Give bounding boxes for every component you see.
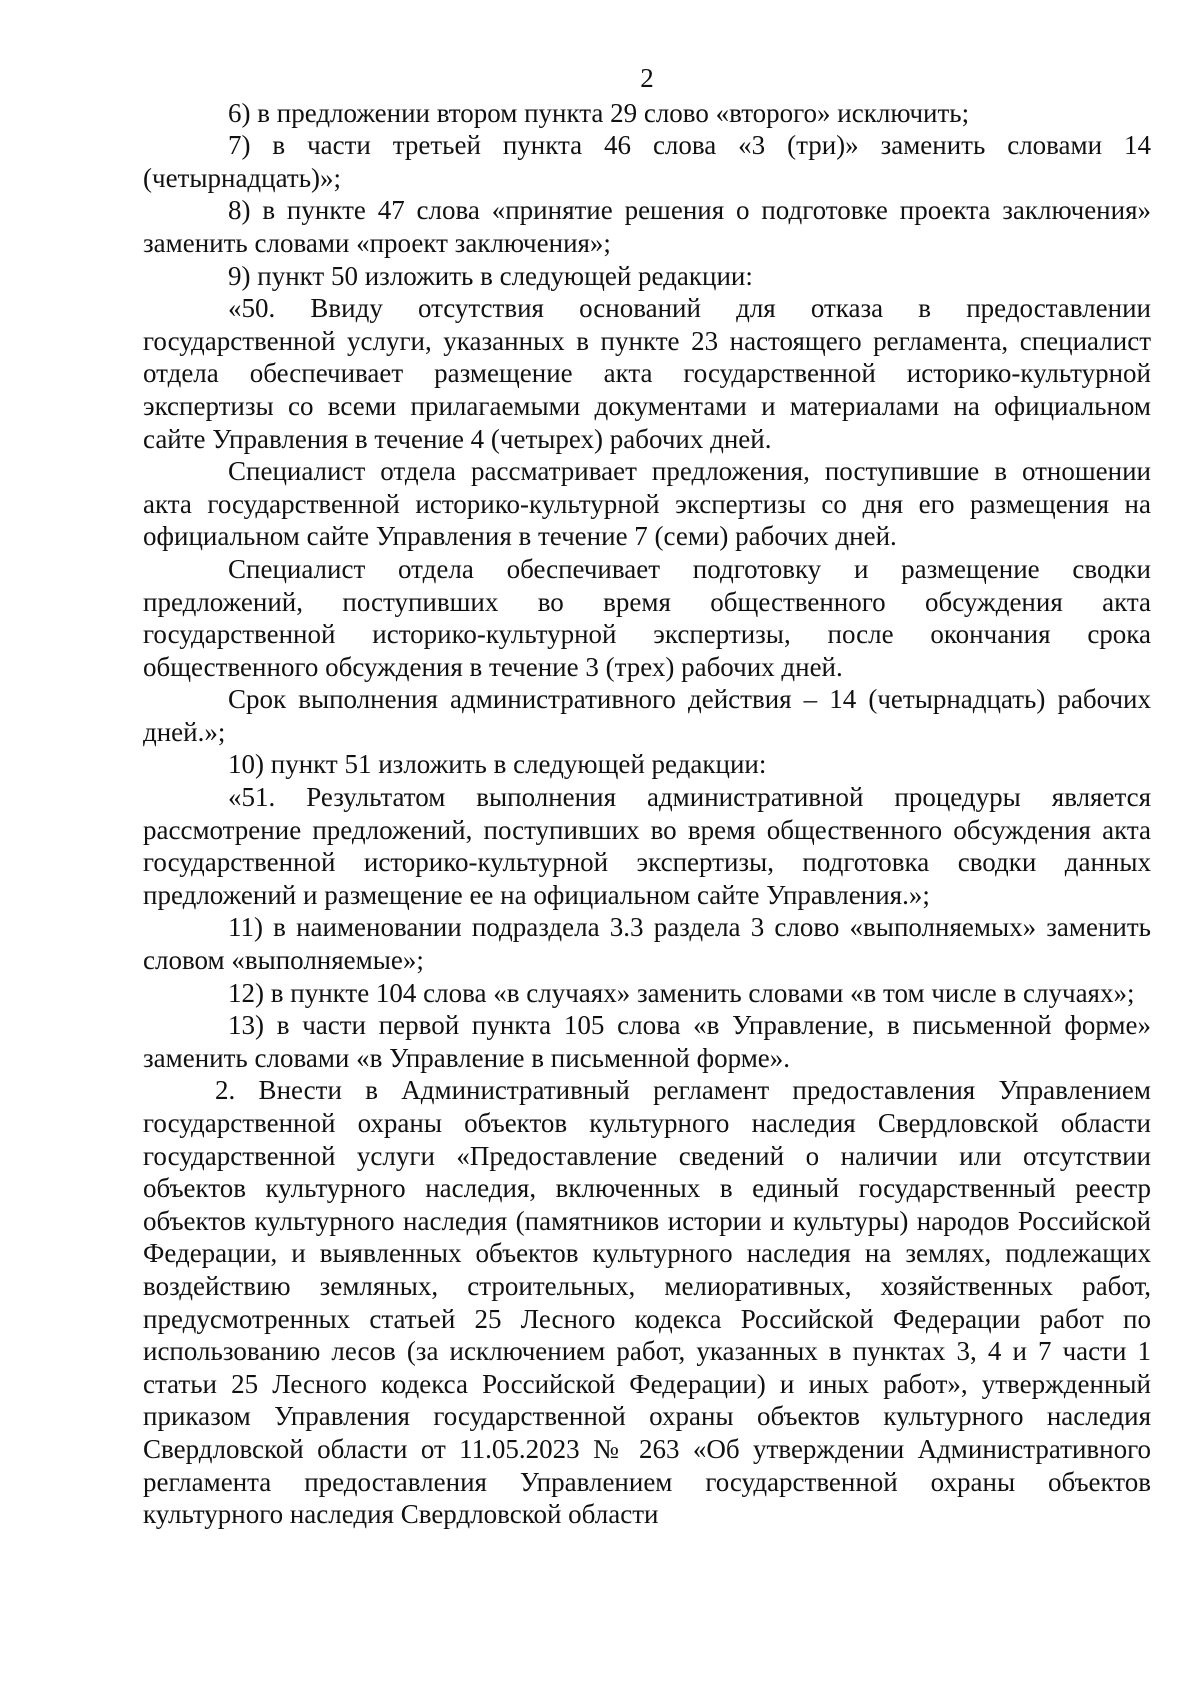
paragraph-point-50-summary: Специалист отдела обеспечивает подготовку и размещение сводки предложений, поступивших во время общественного обсуждения акта государственной историко-культурной экспертизы, после окончания срока общественного обсуждения в течение 3 (трех) рабочих дней.: [143, 553, 1151, 682]
paragraph-item-11: 11) в наименовании подраздела 3.3 раздела 3 слово «выполняемых» заменить словом «выполняемые»;: [143, 912, 1151, 976]
paragraph-item-13: 13) в части первой пункта 105 слова «в Управление, в письменной форме» заменить словами «в Управление в письменной форме».: [143, 1010, 1151, 1073]
paragraph-point-50-deadline: Срок выполнения административного действия – 14 (четырнадцать) рабочих дней.»;: [143, 684, 1151, 747]
paragraph-item-6: 6) в предложении втором пункта 29 слово «второго» исключить;: [228, 97, 970, 128]
page-number: 2: [640, 63, 654, 93]
paragraph-item-9: 9) пункт 50 изложить в следующей редакции:: [228, 260, 753, 291]
paragraph-item-12: 12) в пункте 104 слова «в случаях» заменить словами «в том числе в случаях»;: [228, 977, 1135, 1008]
paragraph-point-50-review: Специалист отдела рассматривает предложения, поступившие в отношении акта государственной историко-культурной экспертизы со дня его размещения на официальном сайте Управления в течение 7 (семи) рабочих дней.: [143, 456, 1151, 552]
document-page: [143, 62, 1151, 1531]
paragraph-item-8: 8) в пункте 47 слова «принятие решения о подготовке проекта заключения» заменить словами «проект заключения»;: [143, 195, 1151, 258]
paragraph-section-2: 2. Внести в Административный регламент предоставления Управлением государственной охраны объектов культурного наследия Свердловской области государственной услуги «Предоставление сведений о наличии или отсутствии объектов культурного наследия, включенных в единый государственный реестр объектов культурного наследия (памятников истории и культуры) народов Российской Федерации, и выявленных объектов культурного наследия на землях, подлежащих воздействию земляных, строительных, мелиоративных, хозяйственных работ, предусмотренных статьей 25 Лесного кодекса Российской Федерации работ по использованию лесов (за исключением работ, указанных в пунктах 3, 4 и 7 части 1 статьи 25 Лесного кодекса Российской Федерации) и иных работ», утвержденный приказом Управления государственной охраны объектов культурного наследия Свердловской области от 11.05.2023 № 263 «Об утверждении Административного регламента предоставления Управлением государственной охраны объектов культурного наследия Свердловской области: [143, 1075, 1151, 1530]
paragraph-item-7: 7) в части третьей пункта 46 слова «3 (три)» заменить словами 14 (четырнадцать)»;: [143, 130, 1151, 193]
paragraph-item-10: 10) пункт 51 изложить в следующей редакции:: [228, 749, 767, 780]
paragraph-point-50: «50. Ввиду отсутствия оснований для отказа в предоставлении государственной услуги, указанных в пункте 23 настоящего регламента, специалист отдела обеспечивает размещение акта государственной историко-культурной экспертизы со всеми прилагаемыми документами и материалами на официальном сайте Управления в течение 4 (четырех) рабочих дней.: [143, 293, 1151, 454]
paragraph-point-51: «51. Результатом выполнения административной процедуры является рассмотрение предложений, поступивших во время общественного обсуждения акта государственной историко-культурной экспертизы, подготовка сводки данных предложений и размещение ее на официальном сайте Управления.»;: [143, 782, 1151, 910]
